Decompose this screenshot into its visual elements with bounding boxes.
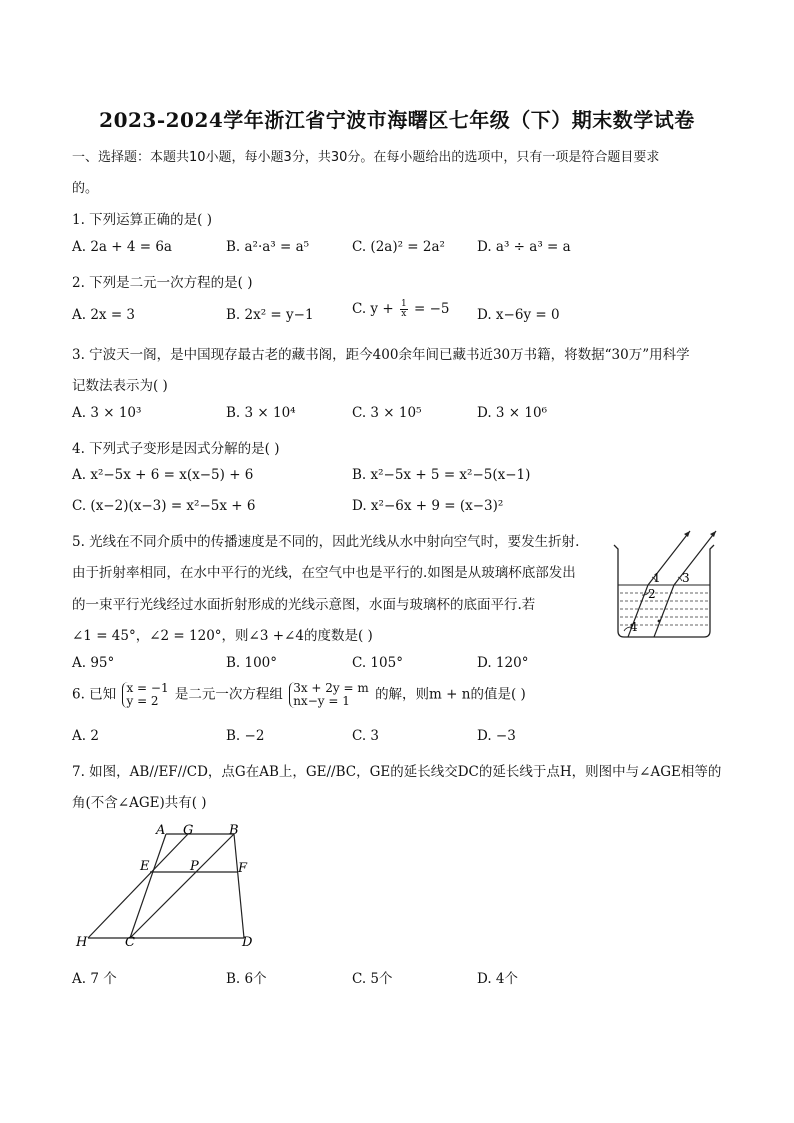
q1-stem: 1. 下列运算正确的是( ) xyxy=(72,212,212,228)
glass-refraction-figure xyxy=(608,525,724,643)
q3-line2: 记数法表示为( ) xyxy=(72,378,168,394)
q7-option-d: D. 4个 xyxy=(477,971,519,987)
q1-option-c: C. (2a)² = 2a² xyxy=(352,239,445,255)
q3-option-a: A. 3 × 10³ xyxy=(72,405,142,421)
q7-option-b: B. 6个 xyxy=(226,971,267,987)
q7-option-a: A. 7 个 xyxy=(72,971,117,987)
q6-option-a: A. 2 xyxy=(72,728,99,744)
q2-stem: 2. 下列是二元一次方程的是( ) xyxy=(72,275,253,291)
q5-option-d: D. 120° xyxy=(477,655,529,671)
q7-option-c: C. 5个 xyxy=(352,971,393,987)
q6-option-c: C. 3 xyxy=(352,728,380,744)
q2-fraction xyxy=(400,300,408,319)
point-f-label: F xyxy=(238,861,248,876)
point-p-label: P xyxy=(190,859,199,874)
q4-option-b: B. x²−5x + 5 = x²−5(x−1) xyxy=(352,467,531,483)
q5-option-a: A. 95° xyxy=(72,655,115,671)
angle-label-4: 4 xyxy=(630,620,638,634)
q4-option-c: C. (x−2)(x−3) = x²−5x + 6 xyxy=(72,498,256,514)
section-heading-cont: 的。 xyxy=(72,181,99,196)
q4-option-a: A. x²−5x + 6 = x(x−5) + 6 xyxy=(72,467,254,483)
q6-sys2-line2: nx−y = 1 xyxy=(293,694,350,708)
q6-sys1-line2: y = 2 xyxy=(126,694,159,708)
point-h-label: H xyxy=(76,935,88,950)
q1-option-a: A. 2a + 4 = 6a xyxy=(72,239,172,255)
q3-option-d: D. 3 × 10⁶ xyxy=(477,405,547,421)
point-g-label: G xyxy=(183,823,194,838)
q6-pre: 6. 已知 xyxy=(72,686,117,703)
q3-line1: 3. 宁波天一阁，是中国现存最古老的藏书阁，距今400余年间已藏书近30万书籍，将数据“30万”用科学 xyxy=(72,347,690,363)
q7-line2: 角(不含∠AGE)共有( ) xyxy=(72,795,207,811)
q2-option-a: A. 2x = 3 xyxy=(72,307,136,323)
point-a-label: A xyxy=(156,823,166,838)
q6-option-d: D. −3 xyxy=(477,728,516,744)
q3-option-b: B. 3 × 10⁴ xyxy=(226,405,296,421)
q2-option-b: B. 2x² = y−1 xyxy=(226,307,314,323)
q6-solution-system xyxy=(122,682,168,708)
q5-line3: 的一束平行光线经过水面折射形成的光线示意图，水面与玻璃杯的底面平行.若 xyxy=(72,597,536,613)
q6-option-b: B. −2 xyxy=(226,728,265,744)
angle-label-1: 1 xyxy=(653,571,661,585)
q2-frac-num: 1 xyxy=(400,299,407,309)
point-d-label: D xyxy=(242,935,253,950)
q5-line2: 由于折射率相同，在水中平行的光线，在空气中也是平行的.如图是从玻璃杯底部发出 xyxy=(72,565,576,581)
q5-line4: ∠1 = 45°，∠2 = 120°，则∠3 +∠4的度数是( ) xyxy=(72,628,373,644)
q2-option-d: D. x−6y = 0 xyxy=(477,307,560,323)
point-c-label: C xyxy=(125,935,135,950)
q2-option-c-post: = −5 xyxy=(414,301,450,317)
q4-stem: 4. 下列式子变形是因式分解的是( ) xyxy=(72,441,280,457)
point-b-label: B xyxy=(229,823,239,838)
point-e-label: E xyxy=(140,859,150,874)
q6-stem xyxy=(72,682,526,708)
q4-option-d: D. x²−6x + 9 = (x−3)² xyxy=(352,498,504,514)
q5-line1: 5. 光线在不同介质中的传播速度是不同的，因此光线从水中射向空气时，要发生折射. xyxy=(72,534,580,550)
q1-option-d: D. a³ ÷ a³ = a xyxy=(477,239,571,255)
q6-sys1-line1: x = −1 xyxy=(126,681,169,695)
q1-option-b: B. a²·a³ = a⁵ xyxy=(226,239,310,255)
q2-option-c-pre: C. y + xyxy=(352,301,394,317)
q6-equation-system xyxy=(289,682,369,708)
angle-label-2: 2 xyxy=(648,587,656,601)
q7-line1: 7. 如图，AB//EF//CD，点G在AB上，GE//BC，GE的延长线交DC的延长线于点H，则图中与∠AGE相等的 xyxy=(72,764,722,780)
angle-label-3: 3 xyxy=(682,571,690,585)
q5-option-b: B. 100° xyxy=(226,655,278,671)
q2-frac-den: x xyxy=(401,309,407,319)
q5-option-c: C. 105° xyxy=(352,655,403,671)
q6-post: 的解，则m + n的值是( ) xyxy=(375,686,526,703)
exam-title: 2023-2024学年浙江省宁波市海曙区七年级（下）期末数学试卷 xyxy=(99,108,695,132)
q6-sys2-line1: 3x + 2y = m xyxy=(293,681,369,695)
q2-option-c xyxy=(352,300,450,319)
trapezoid-figure xyxy=(72,820,272,952)
q6-mid: 是二元一次方程组 xyxy=(174,686,283,703)
section-heading: 一、选择题：本题共10小题，每小题3分，共30分。在每小题给出的选项中，只有一项是符合题目要求 xyxy=(72,150,660,165)
q3-option-c: C. 3 × 10⁵ xyxy=(352,405,422,421)
